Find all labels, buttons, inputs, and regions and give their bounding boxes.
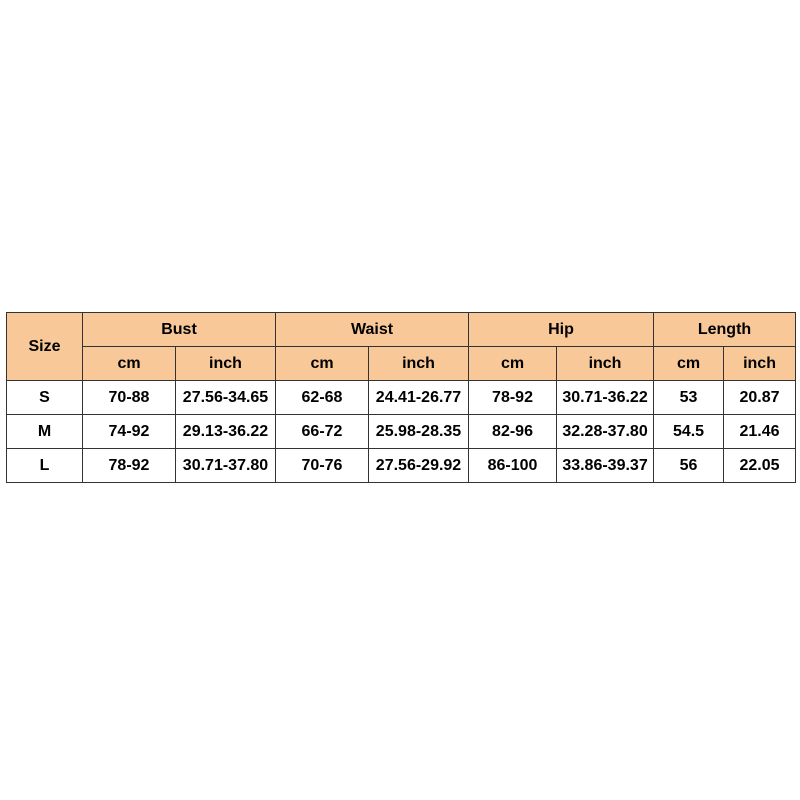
table-cell: 27.56-29.92 <box>369 449 469 483</box>
table-cell: 56 <box>654 449 724 483</box>
table-cell: 24.41-26.77 <box>369 381 469 415</box>
unit-header: cm <box>276 347 369 381</box>
table-row-m <box>7 415 796 449</box>
table-cell: 70-88 <box>83 381 176 415</box>
table-cell: 66-72 <box>276 415 369 449</box>
group-header-waist: Waist <box>276 313 469 347</box>
group-header-length: Length <box>654 313 796 347</box>
table-cell: 21.46 <box>724 415 796 449</box>
table-cell: 78-92 <box>469 381 557 415</box>
table-cell: 30.71-36.22 <box>557 381 654 415</box>
unit-header: inch <box>369 347 469 381</box>
size-cell: L <box>7 449 83 483</box>
group-header-hip: Hip <box>469 313 654 347</box>
group-header-bust: Bust <box>83 313 276 347</box>
table-cell: 86-100 <box>469 449 557 483</box>
table-cell: 29.13-36.22 <box>176 415 276 449</box>
table-row-l <box>7 449 796 483</box>
table-cell: 20.87 <box>724 381 796 415</box>
table-cell: 32.28-37.80 <box>557 415 654 449</box>
unit-header: cm <box>654 347 724 381</box>
table-cell: 78-92 <box>83 449 176 483</box>
header-row-units <box>7 347 796 381</box>
unit-header: inch <box>557 347 654 381</box>
header-row-groups <box>7 313 796 347</box>
size-cell: S <box>7 381 83 415</box>
table-cell: 30.71-37.80 <box>176 449 276 483</box>
size-header: Size <box>7 313 83 381</box>
table-cell: 33.86-39.37 <box>557 449 654 483</box>
table-cell: 27.56-34.65 <box>176 381 276 415</box>
size-chart-table <box>6 312 796 483</box>
unit-header: cm <box>83 347 176 381</box>
table-cell: 62-68 <box>276 381 369 415</box>
table-cell: 54.5 <box>654 415 724 449</box>
table-cell: 74-92 <box>83 415 176 449</box>
table-cell: 70-76 <box>276 449 369 483</box>
table-cell: 53 <box>654 381 724 415</box>
table-cell: 25.98-28.35 <box>369 415 469 449</box>
table-cell: 22.05 <box>724 449 796 483</box>
unit-header: cm <box>469 347 557 381</box>
table-cell: 82-96 <box>469 415 557 449</box>
unit-header: inch <box>724 347 796 381</box>
size-chart-container <box>6 312 796 483</box>
size-cell: M <box>7 415 83 449</box>
table-row-s <box>7 381 796 415</box>
unit-header: inch <box>176 347 276 381</box>
